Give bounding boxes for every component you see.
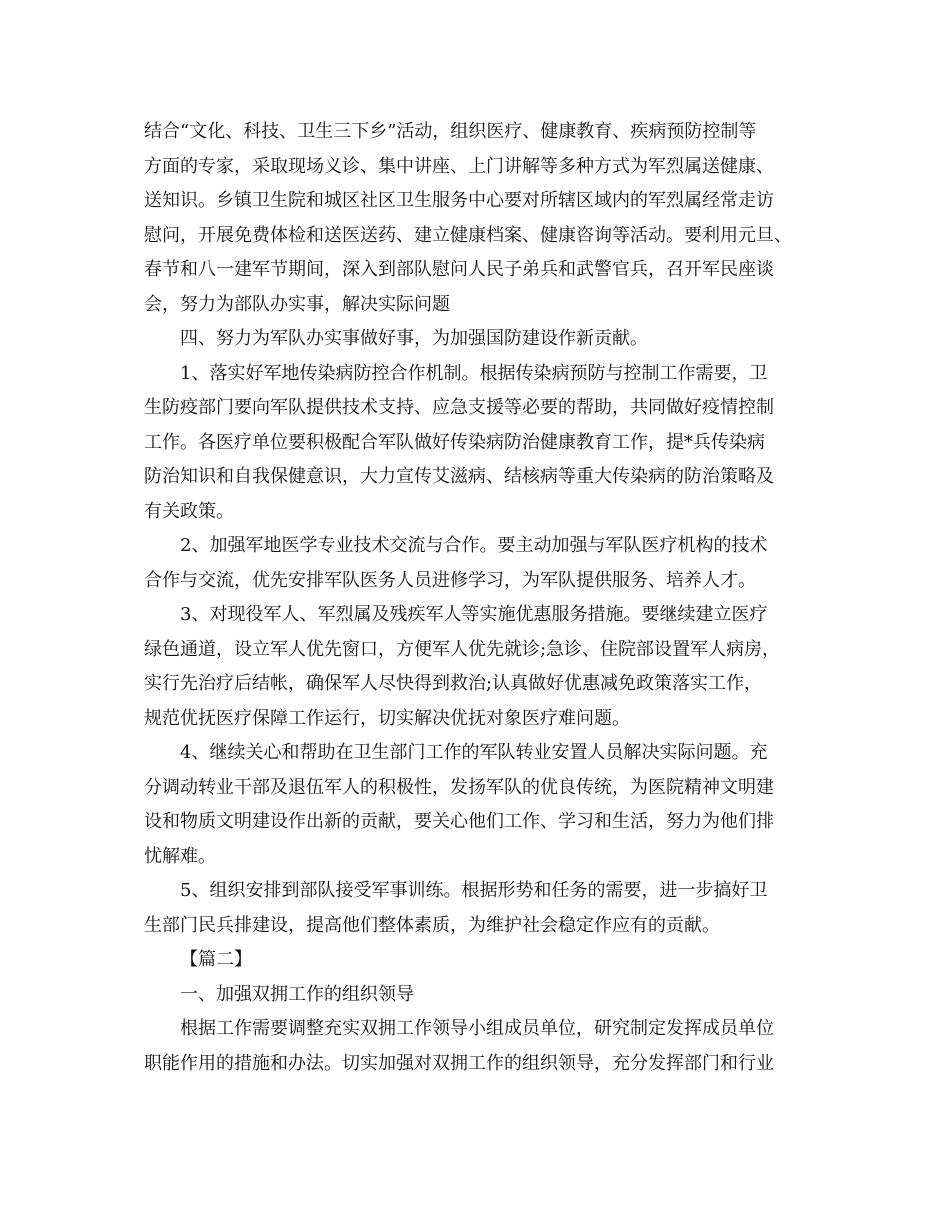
text-line: 方面的专家，采取现场义诊、集中讲座、上门讲解等多种方式为军烈属送健康、 xyxy=(144,155,774,177)
text-line: 有关政策。 xyxy=(144,500,234,522)
text-line: 设和物质文明建设作出新的贡献，要关心他们工作、学习和生活，努力为他们排 xyxy=(144,811,774,832)
document-body xyxy=(144,115,808,1081)
text-line: 结合“文化、科技、卫生三下乡”活动，组织医疗、健康教育、疾病预防控制等 xyxy=(144,121,757,142)
text-line: 忧解难。 xyxy=(144,845,216,867)
text-line: 5、组织安排到部队接受军事训练。根据形势和任务的需要，进一步搞好卫 xyxy=(180,880,768,901)
text-line: 送知识。乡镇卫生院和城区社区卫生服务中心要对所辖区域内的军烈属经常走访 xyxy=(144,190,774,211)
text-line: 1、落实好军地传染病防控合作机制。根据传染病预防与控制工作需要，卫 xyxy=(180,362,768,384)
text-line: 根据工作需要调整充实双拥工作领导小组成员单位，研究制定发挥成员单位 xyxy=(180,1018,774,1039)
text-line: 四、努力为军队办实事做好事，为加强国防建设作新贡献。 xyxy=(180,328,648,349)
text-line: 绿色通道，设立军人优先窗口，方便军人优先就诊;急诊、住院部设置军人病房， xyxy=(144,638,781,660)
text-line: 3、对现役军人、军烈属及残疾军人等实施优惠服务措施。要继续建立医疗 xyxy=(180,604,768,625)
text-line: 春节和八一建军节期间，深入到部队慰问人民子弟兵和武警官兵，召开军民座谈 xyxy=(144,259,774,280)
text-line: 一、加强双拥工作的组织领导 xyxy=(180,983,414,1005)
text-line: 4、继续关心和帮助在卫生部门工作的军队转业安置人员解决实际问题。充 xyxy=(180,742,768,763)
text-line: 生防疫部门要向军队提供技术支持、应急支援等必要的帮助，共同做好疫情控制 xyxy=(144,397,774,418)
text-line: 会，努力为部队办实事，解决实际问题 xyxy=(144,293,450,315)
text-line: 防治知识和自我保健意识，大力宣传艾滋病、结核病等重大传染病的防治策略及 xyxy=(144,466,774,487)
text-line: 规范优抚医疗保障工作运行，切实解决优抚对象医疗难问题。 xyxy=(144,707,630,729)
text-line: 【篇二】 xyxy=(180,949,252,970)
text-line: 合作与交流，优先安排军队医务人员进修学习，为军队提供服务、培养人才。 xyxy=(144,569,756,591)
text-line: 实行先治疗后结帐，确保军人尽快得到救治;认真做好优惠减免政策落实工作， xyxy=(144,673,763,694)
text-line: 分调动转业干部及退伍军人的积极性，发扬军队的优良传统，为医院精神文明建 xyxy=(144,776,774,798)
text-line: 慰问，开展免费体检和送医送药、建立健康档案、健康咨询等活动。要利用元旦、 xyxy=(144,224,792,246)
text-line: 2、加强军地医学专业技术交流与合作。要主动加强与军队医疗机构的技术 xyxy=(180,535,768,556)
text-line: 工作。各医疗单位要积极配合军队做好传染病防治健康教育工作，提*兵传染病 xyxy=(144,431,765,453)
text-line: 生部门民兵排建设，提高他们整体素质，为维护社会稳定作应有的贡献。 xyxy=(144,914,720,936)
text-line: 职能作用的措施和办法。切实加强对双拥工作的组织领导，充分发挥部门和行业 xyxy=(144,1052,774,1074)
